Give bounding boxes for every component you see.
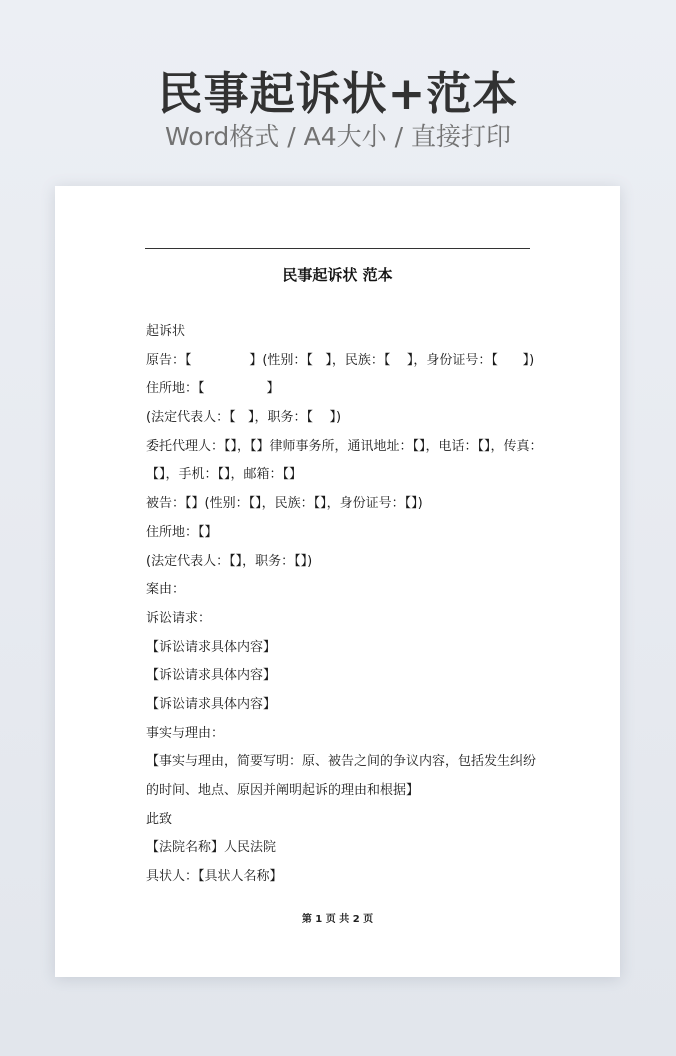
body-line-defendant: 被告：【】(性别：【】，民族：【】，身份证号：【】) (146, 496, 423, 512)
body-line-salutation: 此致 (146, 811, 173, 827)
body-line-claim-3: 【诉讼请求具体内容】 (146, 696, 277, 712)
body-line-defendant-representative: (法定代表人：【】，职务：【】) (146, 553, 313, 569)
body-line-agent-contact: 【】，手机：【】，邮箱：【】 (146, 467, 303, 483)
page-number: 第 1 页 共 2 页 (301, 914, 374, 925)
body-line-defendant-address: 住所地：【】 (146, 524, 218, 540)
body-line-claim-1: 【诉讼请求具体内容】 (146, 639, 277, 655)
banner-subtitle: Word格式 / A4大小 / 直接打印 (165, 122, 511, 151)
document-page (55, 186, 620, 977)
body-line-claim-2: 【诉讼请求具体内容】 (146, 668, 277, 684)
body-line-heading: 起诉状 (146, 324, 186, 339)
body-line-court: 【法院名称】人民法院 (146, 840, 277, 856)
body-line-plaintiff: 原告：【 】(性别：【 】，民族：【 】，身份证号：【 】) (146, 352, 535, 368)
document-body (146, 318, 541, 892)
header-rule (145, 248, 530, 249)
body-line-cause: 案由： (146, 582, 186, 598)
banner-title: 民事起诉状+范本 (157, 67, 519, 120)
body-line-signatory: 具状人：【具状人名称】 (146, 869, 283, 885)
body-line-facts-2: 的时间、地点、原因并阐明起诉的理由和根据】 (146, 783, 420, 798)
body-line-agent: 委托代理人：【】，【】律师事务所，通讯地址：【】，电话：【】，传真： (146, 438, 543, 454)
body-line-plaintiff-representative: (法定代表人：【 】，职务：【 】) (146, 410, 342, 426)
body-line-claims-heading: 诉讼请求： (146, 610, 212, 626)
body-line-facts-heading: 事实与理由： (146, 725, 225, 741)
body-line-plaintiff-address: 住所地：【 】 (146, 381, 280, 397)
body-line-facts-1: 【事实与理由，简要写明：原、被告之间的争议内容，包括发生纠纷 (146, 754, 537, 770)
document-title: 民事起诉状 范本 (282, 266, 393, 284)
